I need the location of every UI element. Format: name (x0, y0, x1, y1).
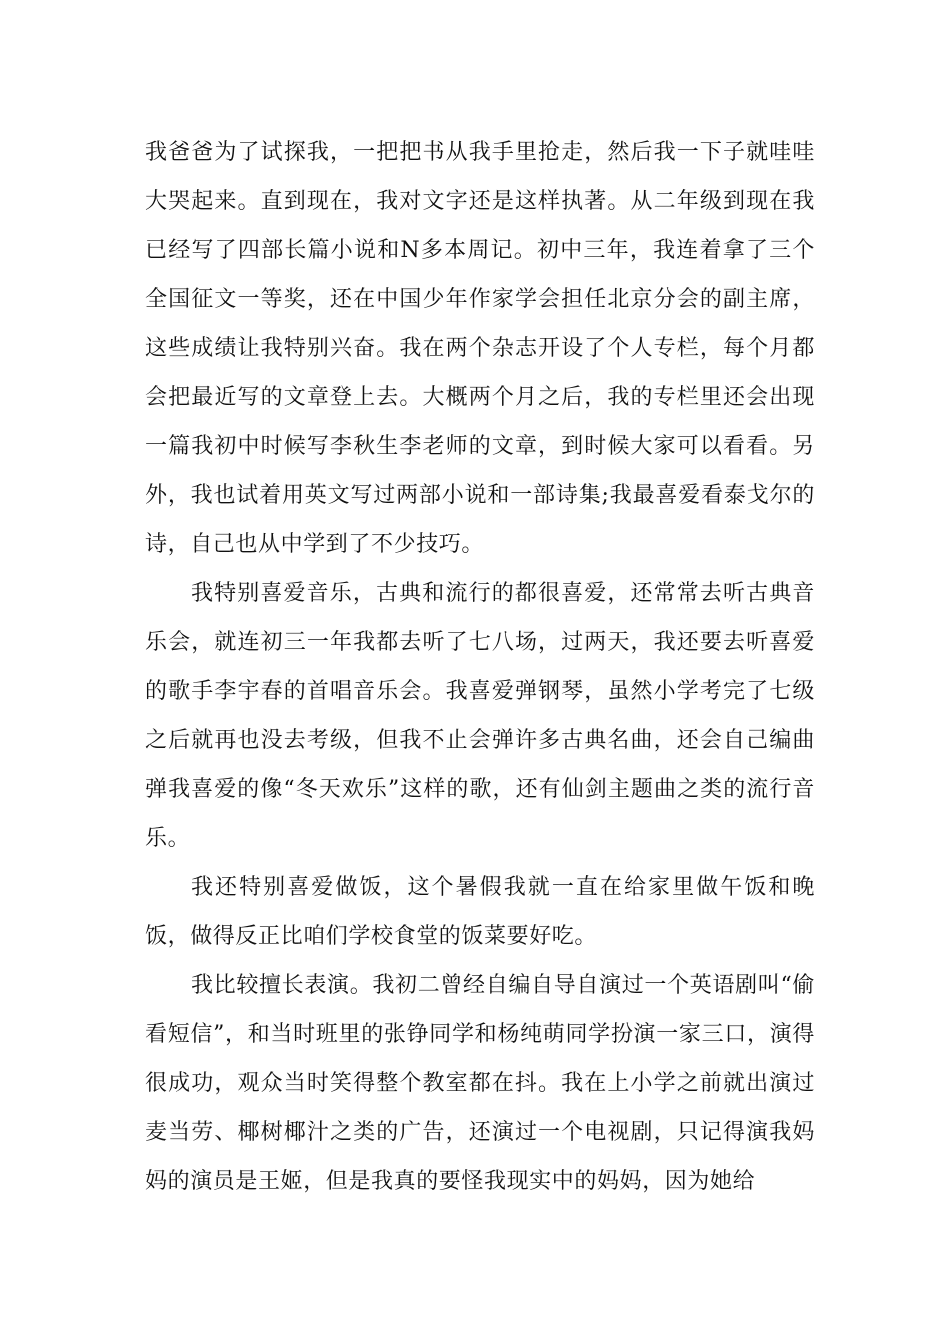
paragraph-3: 我还特别喜爱做饭，这个暑假我就一直在给家里做午饭和晚饭，做得反正比咱们学校食堂的饭菜要好吃。 (145, 875, 815, 949)
paragraph-4: 我比较擅长表演。我初二曾经自编自导自演过一个英语剧叫“偷看短信”，和当时班里的张铮同学和杨纯萌同学扮演一家三口，演得很成功，观众当时笑得整个教室都在抖。我在上小学之前就出演过麦当劳、椰树椰汁之类的广告，还演过一个电视剧，只记得演我妈妈的演员是王姬，但是我真的要怪我现实中的妈妈，因为她给 (145, 973, 815, 1194)
paragraph-2: 我特别喜爱音乐，古典和流行的都很喜爱，还常常去听古典音乐会，就连初三一年我都去听了七八场，过两天，我还要去听喜爱的歌手李宇春的首唱音乐会。我喜爱弹钢琴，虽然小学考完了七级之后就再也没去考级，但我不止会弹许多古典名曲，还会自己编曲弹我喜爱的像“冬天欢乐”这样的歌，还有仙剑主题曲之类的流行音乐。 (145, 581, 815, 851)
body-text (145, 128, 815, 1206)
paragraph-1: 我爸爸为了试探我，一把把书从我手里抢走，然后我一下子就哇哇大哭起来。直到现在，我对文字还是这样执著。从二年级到现在我已经写了四部长篇小说和N多本周记。初中三年，我连着拿了三个全国征文一等奖，还在中国少年作家学会担任北京分会的副主席，这些成绩让我特别兴奋。我在两个杂志开设了个人专栏，每个月都会把最近写的文章登上去。大概两个月之后，我的专栏里还会出现一篇我初中时候写李秋生李老师的文章，到时候大家可以看看。另外，我也试着用英文写过两部小说和一部诗集;我最喜爱看泰戈尔的诗，自己也从中学到了不少技巧。 (145, 140, 815, 557)
